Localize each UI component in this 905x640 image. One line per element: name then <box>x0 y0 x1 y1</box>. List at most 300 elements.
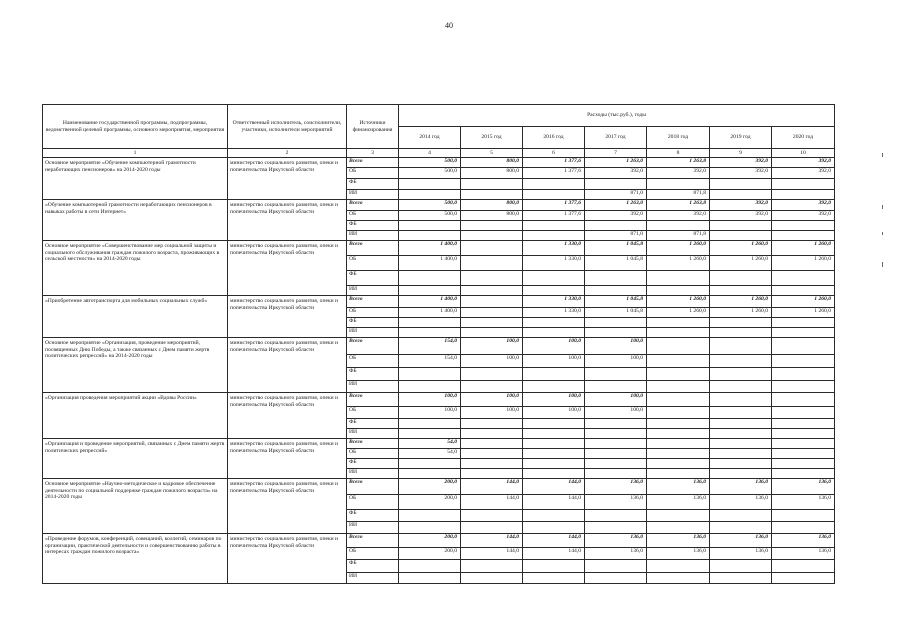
expense-value <box>399 190 461 200</box>
expense-value <box>772 449 835 459</box>
expense-value: 100,0 <box>461 355 523 368</box>
expense-value <box>772 560 835 573</box>
expense-value <box>585 469 647 479</box>
expense-value: 154,0 <box>399 338 461 355</box>
page-number: 40 <box>445 21 453 30</box>
expense-value: 144,0 <box>461 534 523 548</box>
funding-source: ОБ <box>347 308 399 318</box>
expense-value <box>710 459 772 469</box>
column-number: 2 <box>228 149 347 158</box>
expense-value: 1 260,0 <box>710 256 772 271</box>
table-body <box>43 158 835 584</box>
expense-value: 136,0 <box>772 548 835 560</box>
expense-value <box>772 231 835 241</box>
expense-value <box>461 522 523 534</box>
expense-value: 1 377,6 <box>523 168 585 179</box>
expense-value <box>772 381 835 393</box>
expense-value: 1 260,0 <box>772 296 835 308</box>
expense-value: 1 260,0 <box>772 308 835 318</box>
expense-value <box>399 469 461 479</box>
column-number: 8 <box>647 149 710 158</box>
expense-value: 136,0 <box>772 479 835 495</box>
expense-value <box>523 286 585 296</box>
funding-source: ИИ <box>347 522 399 534</box>
funding-source: Всего <box>347 393 399 407</box>
measure-executor: министерство социального развития, опеки и попечительства Иркутской области <box>228 200 347 241</box>
expense-value: 1 330,0 <box>523 296 585 308</box>
expense-value <box>461 560 523 573</box>
header-executor: Ответственный исполнитель, соисполнители, участники, исполнители мероприятий <box>228 105 347 149</box>
expense-value: 1 045,8 <box>585 308 647 318</box>
expense-value: 1 330,0 <box>523 308 585 318</box>
expense-value: 1 260,0 <box>710 308 772 318</box>
expense-value <box>523 318 585 328</box>
expense-value <box>647 439 710 449</box>
funding-source: ФБ <box>347 271 399 286</box>
expense-value: 392,0 <box>772 168 835 179</box>
expense-value <box>772 429 835 439</box>
funding-source: ОБ <box>347 495 399 510</box>
expense-value <box>523 510 585 522</box>
expense-value <box>585 439 647 449</box>
expense-value: 100,0 <box>585 355 647 368</box>
measure-executor: министерство социального развития, опеки и попечительства Иркутской области <box>228 241 347 296</box>
funding-source: Всего <box>347 296 399 308</box>
expense-value <box>523 560 585 573</box>
expense-value: 100,0 <box>399 407 461 419</box>
expense-value <box>399 429 461 439</box>
measure-executor: министерство социального развития, опеки и попечительства Иркутской области <box>228 439 347 479</box>
expense-value <box>399 459 461 469</box>
expense-value: 392,0 <box>710 200 772 211</box>
expense-value <box>772 190 835 200</box>
expense-value <box>523 190 585 200</box>
financing-table <box>42 104 835 584</box>
expense-value <box>399 573 461 584</box>
expense-value <box>585 419 647 429</box>
expense-value: 136,0 <box>710 548 772 560</box>
expense-value: 392,0 <box>710 158 772 168</box>
expense-value <box>710 469 772 479</box>
expense-value <box>710 368 772 381</box>
expense-value <box>710 439 772 449</box>
expense-value: 800,0 <box>461 211 523 221</box>
expense-value: 144,0 <box>523 548 585 560</box>
expense-value <box>399 231 461 241</box>
table-row <box>43 534 835 548</box>
funding-source: ИИ <box>347 328 399 338</box>
expense-value <box>461 318 523 328</box>
expense-value <box>523 271 585 286</box>
measure-name: «Организация и проведение мероприятий, связанных с Днем памяти жертв политических репрессий» <box>43 439 228 479</box>
expense-value <box>399 560 461 573</box>
funding-source: ФБ <box>347 318 399 328</box>
expense-value <box>647 459 710 469</box>
funding-source: ИИ <box>347 190 399 200</box>
expense-value <box>772 393 835 407</box>
expense-value: 136,0 <box>585 548 647 560</box>
expense-value: 200,0 <box>399 548 461 560</box>
expense-value <box>772 368 835 381</box>
column-number: 1 <box>43 149 228 158</box>
expense-value: 100,0 <box>461 338 523 355</box>
expense-value <box>461 368 523 381</box>
expense-value <box>647 368 710 381</box>
expense-value <box>585 429 647 439</box>
expense-value <box>585 221 647 231</box>
expense-value: 136,0 <box>710 479 772 495</box>
funding-source: ФБ <box>347 560 399 573</box>
expense-value <box>461 256 523 271</box>
expense-value: 1 260,0 <box>772 256 835 271</box>
expense-value: 1 260,0 <box>647 296 710 308</box>
expense-value: 144,0 <box>461 479 523 495</box>
funding-source: ФБ <box>347 368 399 381</box>
expense-value: 1 260,0 <box>710 296 772 308</box>
expense-value: 144,0 <box>523 495 585 510</box>
expense-value <box>461 231 523 241</box>
funding-source: ОБ <box>347 256 399 271</box>
expense-value <box>461 271 523 286</box>
expense-value: 392,0 <box>647 168 710 179</box>
measure-executor: министерство социального развития, опеки и попечительства Иркутской области <box>228 479 347 534</box>
expense-value: 871,8 <box>647 190 710 200</box>
table-row <box>43 338 835 355</box>
expense-value: 200,0 <box>399 479 461 495</box>
header-year: 2019 год <box>710 127 772 149</box>
expense-value <box>461 328 523 338</box>
column-number: 3 <box>347 149 399 158</box>
expense-value <box>399 318 461 328</box>
expense-value <box>461 308 523 318</box>
expense-value: 144,0 <box>461 548 523 560</box>
expense-value: 100,0 <box>399 393 461 407</box>
expense-value <box>772 355 835 368</box>
expense-value <box>523 522 585 534</box>
column-number: 5 <box>461 149 523 158</box>
expense-value <box>710 560 772 573</box>
expense-value <box>772 510 835 522</box>
expense-value <box>710 449 772 459</box>
expense-value: 392,0 <box>647 211 710 221</box>
expense-value: 392,0 <box>585 168 647 179</box>
expense-value <box>461 241 523 256</box>
expense-value: 136,0 <box>710 495 772 510</box>
expense-value: 200,0 <box>399 534 461 548</box>
expense-value <box>523 429 585 439</box>
funding-source: Всего <box>347 338 399 355</box>
expense-value <box>523 449 585 459</box>
expense-value <box>585 368 647 381</box>
expense-value <box>585 328 647 338</box>
expense-value: 100,0 <box>585 407 647 419</box>
expense-value: 871,0 <box>585 190 647 200</box>
header-year: 2020 год <box>772 127 835 149</box>
table-row <box>43 393 835 407</box>
table-row <box>43 296 835 308</box>
funding-source: ФБ <box>347 459 399 469</box>
measure-name: Основное мероприятие «Обучение компьютерной грамотности неработающих пенсионеров» на 2014-2020 годы <box>43 158 228 200</box>
measure-name: «Приобретение автотранспорта для мобильных социальных служб» <box>43 296 228 338</box>
funding-source: ИИ <box>347 286 399 296</box>
measure-name: Основное мероприятие «Совершенствование мер социальной защиты и социального обслуживания граждан пожилого возраста, проживающих в сельской местности» на 2014-2020 годы <box>43 241 228 296</box>
expense-value <box>461 469 523 479</box>
expense-value <box>772 439 835 449</box>
expense-value: 136,0 <box>647 495 710 510</box>
expense-value <box>710 381 772 393</box>
expense-value: 1 400,0 <box>399 256 461 271</box>
expense-value: 500,0 <box>399 168 461 179</box>
expense-value <box>772 469 835 479</box>
funding-source: Всего <box>347 158 399 168</box>
expense-value <box>585 459 647 469</box>
measure-name: «Организация проведения мероприятий акции «Вдовы России» <box>43 393 228 439</box>
expense-value <box>710 271 772 286</box>
expense-value <box>523 368 585 381</box>
expense-value <box>523 439 585 449</box>
expense-value: 1 263,8 <box>647 158 710 168</box>
expense-value: 54,0 <box>399 439 461 449</box>
expense-value <box>399 522 461 534</box>
expense-value <box>710 355 772 368</box>
expense-value <box>523 573 585 584</box>
column-number: 10 <box>772 149 835 158</box>
expense-value: 136,0 <box>647 479 710 495</box>
expense-value <box>461 190 523 200</box>
expense-value: 144,0 <box>523 534 585 548</box>
expense-value: 1 330,0 <box>523 241 585 256</box>
expense-value <box>772 522 835 534</box>
funding-source: ОБ <box>347 548 399 560</box>
expense-value: 136,0 <box>585 495 647 510</box>
expense-value <box>710 407 772 419</box>
funding-source: ФБ <box>347 419 399 429</box>
expense-value <box>399 286 461 296</box>
expense-value: 871,0 <box>585 231 647 241</box>
expense-value <box>399 179 461 190</box>
expense-value <box>647 510 710 522</box>
expense-value: 1 263,0 <box>585 200 647 211</box>
expense-value <box>461 296 523 308</box>
expense-value <box>710 221 772 231</box>
expense-value: 800,0 <box>461 168 523 179</box>
expense-value <box>585 449 647 459</box>
expense-value <box>585 318 647 328</box>
expense-value: 1 400,0 <box>399 308 461 318</box>
header-year: 2017 год <box>585 127 647 149</box>
funding-source: ОБ <box>347 407 399 419</box>
measure-executor: министерство социального развития, опеки и попечительства Иркутской области <box>228 158 347 200</box>
expense-value <box>461 510 523 522</box>
expense-value: 392,0 <box>710 168 772 179</box>
expense-value <box>772 419 835 429</box>
expense-value: 136,0 <box>647 548 710 560</box>
expense-value: 136,0 <box>772 495 835 510</box>
expense-value <box>461 419 523 429</box>
expense-value <box>647 393 710 407</box>
funding-source: ИИ <box>347 429 399 439</box>
expense-value: 136,0 <box>585 534 647 548</box>
funding-source: ФБ <box>347 179 399 190</box>
expense-value: 144,0 <box>461 495 523 510</box>
expense-value <box>710 419 772 429</box>
expense-value <box>399 328 461 338</box>
expense-value: 136,0 <box>647 534 710 548</box>
expense-value: 100,0 <box>523 338 585 355</box>
expense-value <box>523 459 585 469</box>
expense-value <box>710 429 772 439</box>
expense-value <box>585 179 647 190</box>
expense-value <box>399 381 461 393</box>
funding-source: ОБ <box>347 449 399 459</box>
expense-value <box>647 328 710 338</box>
expense-value <box>647 286 710 296</box>
expense-value: 392,0 <box>772 211 835 221</box>
expense-value <box>585 510 647 522</box>
expense-value: 1 377,6 <box>523 158 585 168</box>
column-number: 9 <box>710 149 772 158</box>
expense-value: 1 045,8 <box>585 241 647 256</box>
column-number: 6 <box>523 149 585 158</box>
expense-value <box>585 522 647 534</box>
measure-executor: министерство социального развития, опеки и попечительства Иркутской области <box>228 296 347 338</box>
expense-value: 100,0 <box>523 407 585 419</box>
table-row <box>43 439 835 449</box>
header-year: 2018 год <box>647 127 710 149</box>
header-name: Наименование государственной программы, подпрограммы, ведомственной целевой программы, основного мероприятия, мероприятия <box>43 105 228 149</box>
expense-value: 1 045,8 <box>585 256 647 271</box>
expense-value <box>399 221 461 231</box>
expense-value <box>772 407 835 419</box>
expense-value <box>585 286 647 296</box>
header-year: 2016 год <box>523 127 585 149</box>
expense-value: 100,0 <box>523 355 585 368</box>
expense-value <box>647 355 710 368</box>
scan-mark <box>882 232 883 235</box>
expense-value: 1 377,6 <box>523 211 585 221</box>
expense-value: 100,0 <box>585 393 647 407</box>
expense-value: 1 260,0 <box>647 308 710 318</box>
expense-value <box>710 179 772 190</box>
table-row <box>43 200 835 211</box>
expense-value: 100,0 <box>585 338 647 355</box>
expense-value <box>710 231 772 241</box>
expense-value: 1 260,0 <box>647 256 710 271</box>
expense-value <box>647 429 710 439</box>
expense-value <box>772 286 835 296</box>
expense-value <box>523 469 585 479</box>
expense-value <box>399 271 461 286</box>
scan-mark <box>882 262 883 267</box>
funding-source: ИИ <box>347 381 399 393</box>
expense-value <box>647 449 710 459</box>
table-row <box>43 479 835 495</box>
expense-value <box>647 560 710 573</box>
expense-value: 100,0 <box>523 393 585 407</box>
expense-value <box>772 573 835 584</box>
measure-name: «Обучение компьютерной грамотности неработающих пенсионеров в навыках работы в сети Интернет» <box>43 200 228 241</box>
header-year: 2014 год <box>399 127 461 149</box>
expense-value: 1 330,0 <box>523 256 585 271</box>
expense-value <box>772 338 835 355</box>
expense-value <box>523 381 585 393</box>
expense-value: 500,0 <box>399 200 461 211</box>
expense-value <box>710 328 772 338</box>
expense-value: 1 400,0 <box>399 241 461 256</box>
expense-value <box>647 573 710 584</box>
table-row <box>43 158 835 168</box>
expense-value <box>772 221 835 231</box>
expense-value <box>523 419 585 429</box>
expense-value: 1 260,0 <box>647 241 710 256</box>
expense-value: 1 400,0 <box>399 296 461 308</box>
funding-source: Всего <box>347 479 399 495</box>
expense-value: 800,0 <box>461 200 523 211</box>
expense-value: 200,0 <box>399 495 461 510</box>
expense-value <box>461 286 523 296</box>
expense-value: 392,0 <box>772 158 835 168</box>
header-expenses: Расходы (тыс.руб.), годы <box>399 105 835 127</box>
expense-value <box>710 318 772 328</box>
expense-value <box>647 407 710 419</box>
expense-value: 154,0 <box>399 355 461 368</box>
expense-value <box>710 338 772 355</box>
expense-value <box>647 318 710 328</box>
expense-value <box>772 328 835 338</box>
expense-value <box>710 286 772 296</box>
expense-value <box>772 459 835 469</box>
expense-value: 1 045,8 <box>585 296 647 308</box>
expense-value <box>523 179 585 190</box>
expense-value <box>647 419 710 429</box>
header-year: 2015 год <box>461 127 523 149</box>
expense-value: 136,0 <box>710 534 772 548</box>
column-number: 7 <box>585 149 647 158</box>
expense-value <box>461 221 523 231</box>
funding-source: Всего <box>347 241 399 256</box>
expense-value <box>461 429 523 439</box>
expense-value <box>461 179 523 190</box>
expense-value: 136,0 <box>772 534 835 548</box>
expense-value: 500,0 <box>399 158 461 168</box>
expense-value: 1 263,0 <box>585 158 647 168</box>
expense-value <box>585 560 647 573</box>
expense-value: 54,0 <box>399 449 461 459</box>
measure-executor: министерство социального развития, опеки и попечительства Иркутской области <box>228 393 347 439</box>
expense-value: 871,8 <box>647 231 710 241</box>
expense-value: 100,0 <box>461 407 523 419</box>
expense-value <box>772 318 835 328</box>
expense-value <box>461 381 523 393</box>
funding-source: ФБ <box>347 510 399 522</box>
expense-value: 1 263,8 <box>647 200 710 211</box>
scan-mark <box>882 205 883 209</box>
scan-mark <box>882 153 883 157</box>
header-source: Источники финансирования <box>347 105 399 149</box>
expense-value: 1 377,6 <box>523 200 585 211</box>
expense-value <box>399 510 461 522</box>
expense-value <box>461 573 523 584</box>
funding-source: ФБ <box>347 221 399 231</box>
measure-name: Основное мероприятие «Организация, проведение мероприятий, посвященных Дню Победы, а также связанных с Днем памяти жертв политических репрессий» на 2014-2020 годы <box>43 338 228 393</box>
expense-value <box>585 271 647 286</box>
expense-value <box>585 573 647 584</box>
expense-value <box>523 221 585 231</box>
expense-value <box>647 469 710 479</box>
expense-value <box>710 573 772 584</box>
funding-source: Всего <box>347 439 399 449</box>
expense-value: 800,0 <box>461 158 523 168</box>
